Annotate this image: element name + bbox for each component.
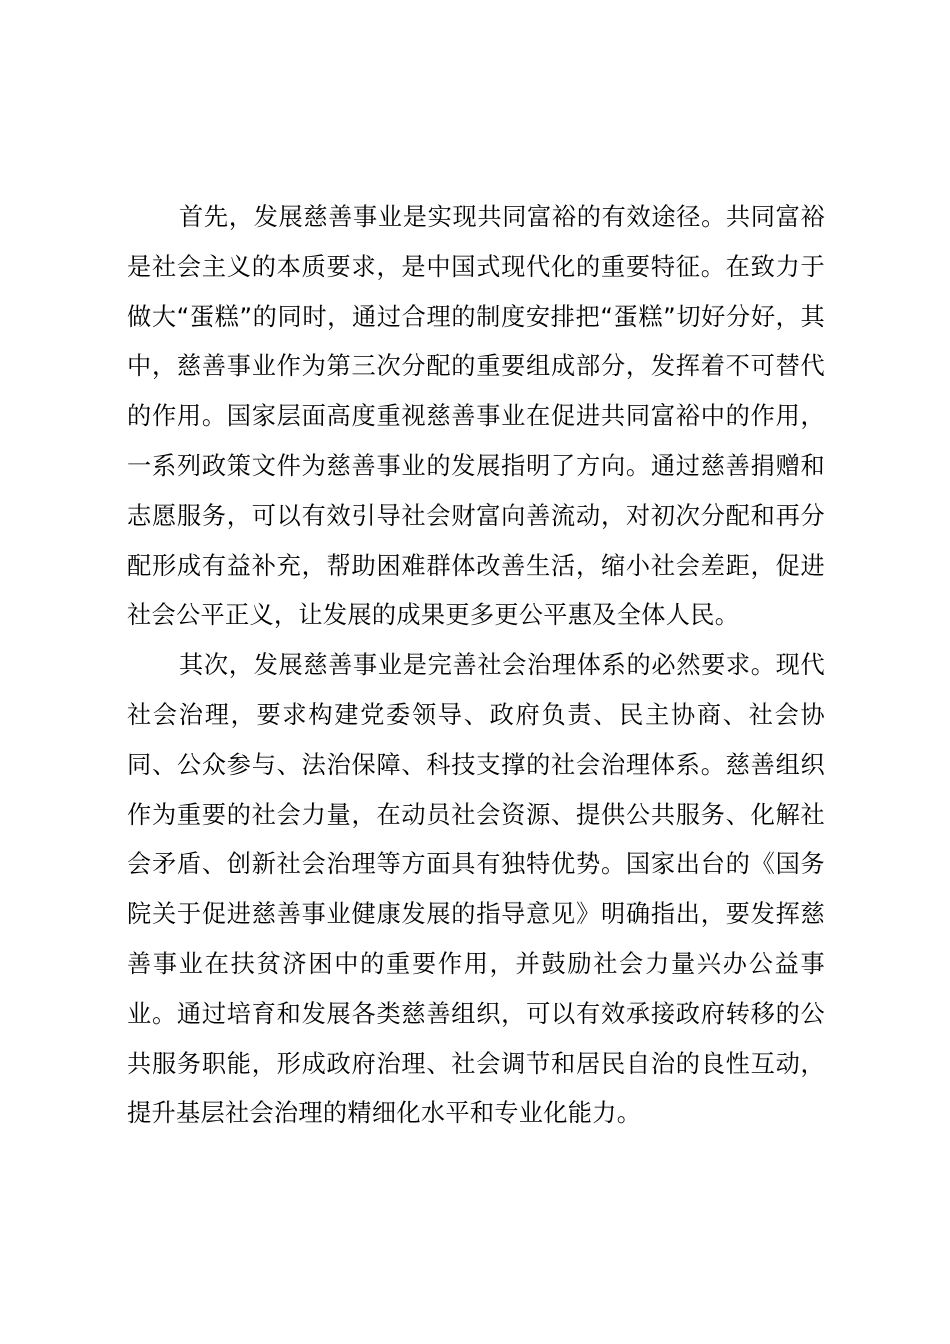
paragraph-social-governance: 其次，发展慈善事业是完善社会治理体系的必然要求。现代社会治理，要求构建党委领导、政府负责、民主协商、社会协同、公众参与、法治保障、科技支撑的社会治理体系。慈善组织作为重要的社会力量，在动员社会资源、提供公共服务、化解社会矛盾、创新社会治理等方面具有独特优势。国家出台的《国务院关于促进慈善事业健康发展的指导意见》明确指出，要发挥慈善事业在扶贫济困中的重要作用，并鼓励社会力量兴办公益事业。通过培育和发展各类慈善组织，可以有效承接政府转移的公共服务职能，形成政府治理、社会调节和居民自治的良性互动，提升基层社会治理的精细化水平和专业化能力。 (127, 651, 825, 1128)
paragraph-common-prosperity: 首先，发展慈善事业是实现共同富裕的有效途径。共同富裕是社会主义的本质要求，是中国式现代化的重要特征。在致力于做大“蛋糕”的同时，通过合理的制度安排把“蛋糕”切好分好，其中，慈善事业作为第三次分配的重要组成部分，发挥着不可替代的作用。国家层面高度重视慈善事业在促进共同富裕中的作用，一系列政策文件为慈善事业的发展指明了方向。通过慈善捐赠和志愿服务，可以有效引导社会财富向善流动，对初次分配和再分配形成有益补充，帮助困难群体改善生活，缩小社会差距，促进社会公平正义，让发展的成果更多更公平惠及全体人民。 (127, 203, 825, 630)
document-page (127, 193, 825, 1139)
